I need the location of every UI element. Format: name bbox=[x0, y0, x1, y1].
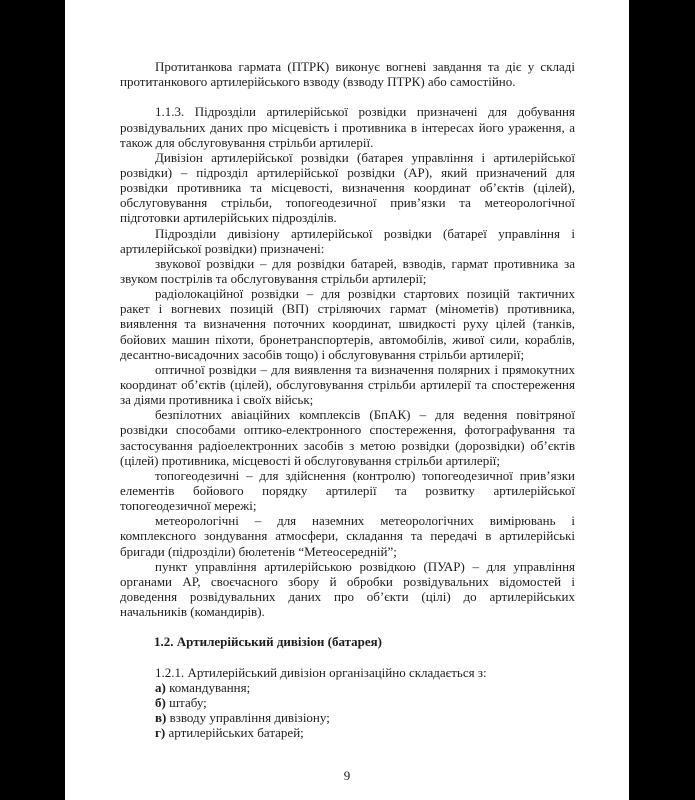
text-line: органами АР, своєчасного збору й обробки розвідувальних відомостей і bbox=[120, 573, 575, 589]
text-line: виявлення та визначення поточних координат, швидкості руху цілей (танків, bbox=[120, 316, 575, 332]
text-line: 1.1.3. Підрозділи артилерійської розвідки призначені для добування bbox=[155, 104, 575, 120]
paragraph bbox=[120, 104, 575, 149]
text-line: підготовки артилерійських підрозділів. bbox=[120, 210, 337, 226]
composition-list bbox=[120, 680, 575, 741]
text-line: безпілотних авіаційних комплексів (БпАК) – для ведення повітряної bbox=[155, 407, 575, 423]
list-text: взводу управління дивізіону; bbox=[166, 710, 330, 726]
paragraph bbox=[120, 559, 575, 620]
list-text: штабу; bbox=[165, 694, 207, 710]
list-item bbox=[120, 695, 575, 710]
text-line: звуком пострілів та обслуговування стрільби артилерії; bbox=[120, 270, 427, 286]
text-line: (цілей) противника, місцевості й обслуговування стрільби артилерії; bbox=[120, 452, 501, 468]
paragraph bbox=[120, 59, 575, 89]
text-line: десантно-висадочних засобів тощо) і обслуговування стрільби артилерії; bbox=[120, 346, 525, 362]
text-line: бригади (підрозділи) бюлетенів “Метеосередній”; bbox=[120, 543, 397, 559]
paragraph bbox=[120, 150, 575, 226]
text-line: топогеодезичні – для здійснення (контролю) топогеодезичної прив’язки bbox=[155, 467, 575, 483]
text-line: Дивізіон артилерійської розвідки (батарея управління і артилерійської bbox=[155, 149, 575, 165]
paragraph bbox=[120, 286, 575, 362]
intro-paragraphs bbox=[120, 59, 575, 89]
list-marker: б) bbox=[155, 694, 166, 710]
reconnaissance-paragraphs bbox=[120, 104, 575, 619]
list-item bbox=[120, 710, 575, 725]
text-line: метеорологічні – для наземних метеорологічних вимірювань і bbox=[155, 513, 575, 529]
text-line: доведення розвідувальних даних про об’єкти (цілі) до артилерійських bbox=[120, 588, 575, 604]
paragraph bbox=[120, 226, 575, 256]
paragraph bbox=[120, 256, 575, 286]
list-item bbox=[120, 725, 575, 740]
text-line: обслуговування стрільби, топогеодезичної прив’язки та метеорологічної bbox=[120, 195, 575, 211]
spacer bbox=[120, 619, 575, 634]
text-line: звукової розвідки – для розвідки батарей, взводів, гармат противника за bbox=[155, 255, 575, 271]
text-line: застосування радіоелектронних засобів з метою розвідки (дорозвідки) об’єктів bbox=[120, 437, 575, 453]
paragraph bbox=[120, 513, 575, 558]
document-page bbox=[65, 0, 629, 800]
text-line: радіолокаційної розвідки – для розвідки стартових позицій тактичних bbox=[155, 286, 575, 302]
paragraph bbox=[120, 407, 575, 468]
text-line: начальників (командирів). bbox=[120, 604, 265, 620]
list-marker: г) bbox=[155, 725, 166, 741]
list-marker: в) bbox=[155, 710, 167, 726]
text-line: комплексного зондування атмосфери, складання та передачі в артилерійські bbox=[120, 528, 575, 544]
text-line: топогеодезичної мережі; bbox=[120, 498, 257, 514]
text-line: розвідувальних даних про місцевість і противника в інтересах його ураження, а bbox=[120, 119, 575, 135]
list-item bbox=[120, 680, 575, 695]
text-line: бойових машин піхоти, бронетранспортерів, автомобілів, живої сили, кораблів, bbox=[120, 331, 575, 347]
text-line: артилерійської розвідки) призначені: bbox=[120, 240, 325, 256]
list-text: артилерійських батарей; bbox=[165, 725, 304, 741]
text-line: Підрозділи дивізіону артилерійської розвідки (батареї управління і bbox=[155, 225, 575, 241]
page-content bbox=[120, 59, 575, 740]
spacer bbox=[120, 649, 575, 664]
paragraph bbox=[120, 362, 575, 407]
text-line: розвідки) – підрозділ артилерійської розвідки (АР), який призначений для bbox=[120, 164, 575, 180]
text-line: розвідки противника та місцевості, визначення координат об’єктів (цілей), bbox=[120, 180, 575, 196]
list-text: командування; bbox=[165, 679, 251, 695]
text-line: координат об’єктів (цілей), обслуговування стрільби артилерії та спостереження bbox=[120, 376, 575, 392]
text-line: також для обслуговування стрільби артилерії. bbox=[120, 134, 374, 150]
text-line: розвідки способами оптико-електронного спостереження, фотографування та bbox=[120, 422, 575, 438]
spacer bbox=[120, 89, 575, 104]
text-line: ракет і вогневих позицій (ВП) стріляючих гармат (мінометів) противника, bbox=[120, 301, 575, 317]
paragraph bbox=[120, 468, 575, 513]
text-line: елементів бойового порядку артилерії та розвитку артилерійської bbox=[120, 482, 575, 498]
list-marker: а) bbox=[155, 679, 166, 695]
text-line: оптичної розвідки – для виявлення та визначення полярних і прямокутних bbox=[155, 361, 575, 377]
section-heading: 1.2. Артилерійський дивізіон (батарея) bbox=[154, 634, 383, 650]
text-line: за діями противника і своїх військ; bbox=[120, 392, 314, 408]
text-line: Протитанкова гармата (ПТРК) виконує вогневі завдання та діє у складі bbox=[155, 59, 575, 74]
subsection-intro: 1.2.1. Артилерійський дивізіон організаційно складається з: bbox=[155, 664, 487, 680]
text-line: пункт управління артилерійською розвідкою (ПУАР) – для управління bbox=[155, 558, 575, 574]
page-number: 9 bbox=[343, 768, 351, 783]
text-line: протитанкового артилерійського взводу (взводу ПТРК) або самостійно. bbox=[120, 74, 516, 90]
